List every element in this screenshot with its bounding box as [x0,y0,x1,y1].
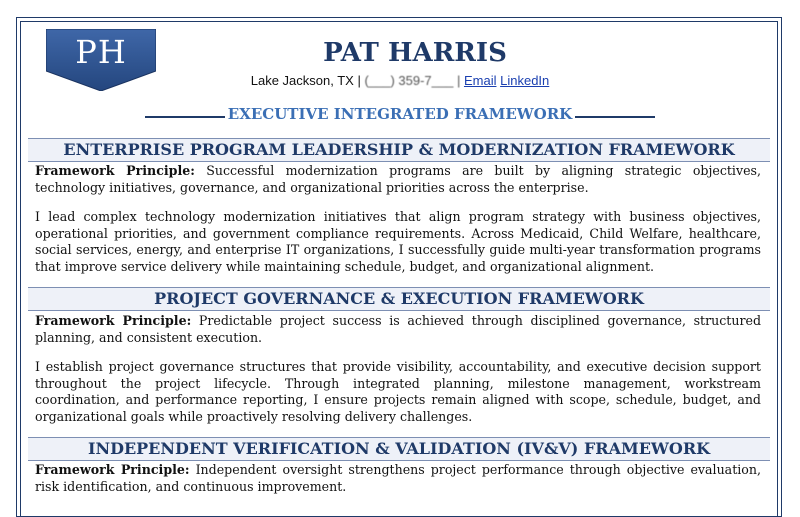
principle-text: Successful modernization programs are built by aligning strategic objectives, technology initiatives, governance, and organizational priorities across the enterprise. [35,163,761,195]
framework-title-text: EXECUTIVE INTEGRATED FRAMEWORK [227,105,573,123]
framework-principle [35,462,761,495]
contact-phone: (___) 359-7___ | [364,73,461,88]
contact-line [170,73,630,88]
framework-principle [35,313,761,346]
section-body: I lead complex technology modernization initiatives that align program strategy with business objectives, operational priorities, and government compliance requirements. Across Medicaid, Child Welfare, healthcare, social services, energy, and enterprise IT organizations, I successfully guide multi-year transformation programs that improve service delivery while maintaining schedule, budget, and organizational alignment. [35,209,761,274]
principle-label: Framework Principle: [35,163,195,178]
principle-text: Independent oversight strengthens project performance through objective evaluation, risk identification, and continuous improvement. [35,462,761,494]
candidate-name: PAT HARRIS [323,38,507,68]
section-heading: PROJECT GOVERNANCE & EXECUTION FRAMEWORK [28,287,770,311]
linkedin-link[interactable]: LinkedIn [500,73,550,88]
email-link[interactable]: Email [463,73,497,88]
section-body: I establish project governance structures that provide visibility, accountability, and executive decision support throughout the project lifecycle. Through integrated planning, milestone management, workstream coordination, and performance reporting, I ensure projects remain aligned with scope, schedule, budget, and organizational goals while proactively resolving delivery challenges. [35,359,761,424]
section-heading: INDEPENDENT VERIFICATION & VALIDATION (IV&V) FRAMEWORK [28,437,770,461]
title-rule-left [145,116,225,118]
monogram-badge [46,29,156,91]
section-heading: ENTERPRISE PROGRAM LEADERSHIP & MODERNIZATION FRAMEWORK [28,138,770,162]
principle-label: Framework Principle: [35,313,192,328]
principle-text: Predictable project success is achieved through disciplined governance, structured planning, and consistent execution. [35,313,762,345]
contact-location: Lake Jackson, TX | [250,73,361,88]
title-rule-right [575,116,655,118]
framework-title [145,104,655,126]
monogram-text: PH [75,33,127,71]
framework-principle [35,163,761,196]
principle-label: Framework Principle: [35,462,190,477]
